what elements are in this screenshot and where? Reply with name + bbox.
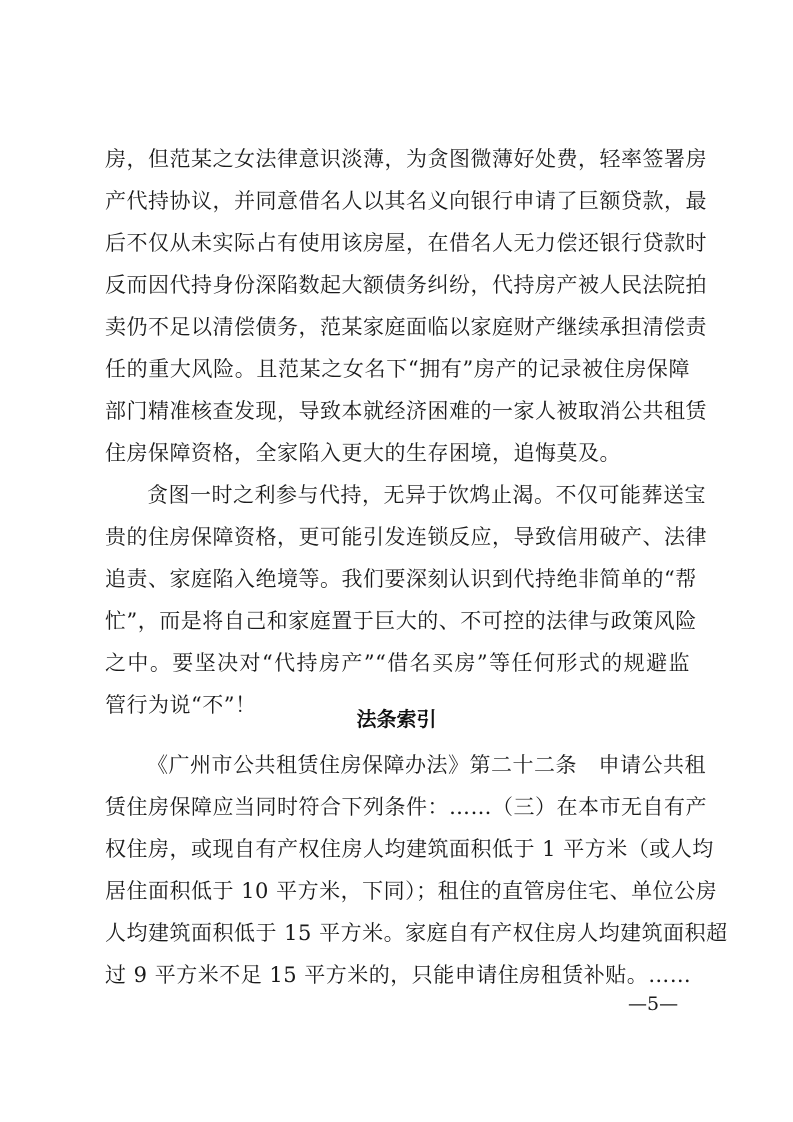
section-heading: 法条索引 <box>356 707 437 731</box>
text-line: 管行为说“不”！ <box>105 693 257 717</box>
text-line: 之中。要坚决对“代持房产”“借名买房”等任何形式的规避监 <box>105 651 690 675</box>
text-line: 权住房，或现自有产权住房人均建筑面积低于 1 平方米（或人均 <box>105 837 714 861</box>
text-line: 忙”，而是将自己和家庭置于巨大的、不可控的法律与政策风险 <box>105 609 697 633</box>
text-line: 过 9 平方米不足 15 平方米的，只能申请住房租赁补贴。…… <box>105 963 692 987</box>
text-line: 《广州市公共租赁住房保障办法》第二十二条 申请公共租 <box>147 753 706 777</box>
text-line: 后不仅从未实际占有使用该房屋，在借名人无力偿还银行贷款时 <box>105 231 707 255</box>
text-line: 产代持协议，并同意借名人以其名义向银行申请了巨额贷款，最 <box>105 189 707 213</box>
document-body <box>105 138 707 726</box>
text-line: 反而因代持身份深陷数起大额债务纠纷，代持房产被人民法院拍 <box>105 273 707 297</box>
text-line: 人均建筑面积低于 15 平方米。家庭自有产权住房人均建筑面积超 <box>105 921 728 945</box>
text-line: 贪图一时之利参与代持，无异于饮鸩止渴。不仅可能葬送宝 <box>147 483 706 507</box>
page-number: —5— <box>628 993 679 1015</box>
text-line: 房，但范某之女法律意识淡薄，为贪图微薄好处费，轻率签署房 <box>105 147 707 171</box>
law-citation-paragraph <box>105 744 728 996</box>
text-line: 赁住房保障应当同时符合下列条件：……（三）在本市无自有产 <box>105 795 707 819</box>
text-line: 部门精准核查发现，导致本就经济困难的一家人被取消公共租赁 <box>105 399 707 423</box>
text-line: 追责、家庭陷入绝境等。我们要深刻认识到代持绝非简单的“帮 <box>105 567 697 591</box>
text-line: 贵的住房保障资格，更可能引发连锁反应，导致信用破产、法律 <box>105 525 707 549</box>
text-line: 居住面积低于 10 平方米，下同）；租住的直管房住宅、单位公房 <box>105 879 718 903</box>
text-line: 住房保障资格，全家陷入更大的生存困境，追悔莫及。 <box>105 441 621 465</box>
text-line: 卖仍不足以清偿债务，范某家庭面临以家庭财产继续承担清偿责 <box>105 315 707 339</box>
case-paragraph-2 <box>105 474 707 726</box>
text-line: 任的重大风险。且范某之女名下“拥有”房产的记录被住房保障 <box>105 357 690 381</box>
case-paragraph-1 <box>105 138 707 474</box>
